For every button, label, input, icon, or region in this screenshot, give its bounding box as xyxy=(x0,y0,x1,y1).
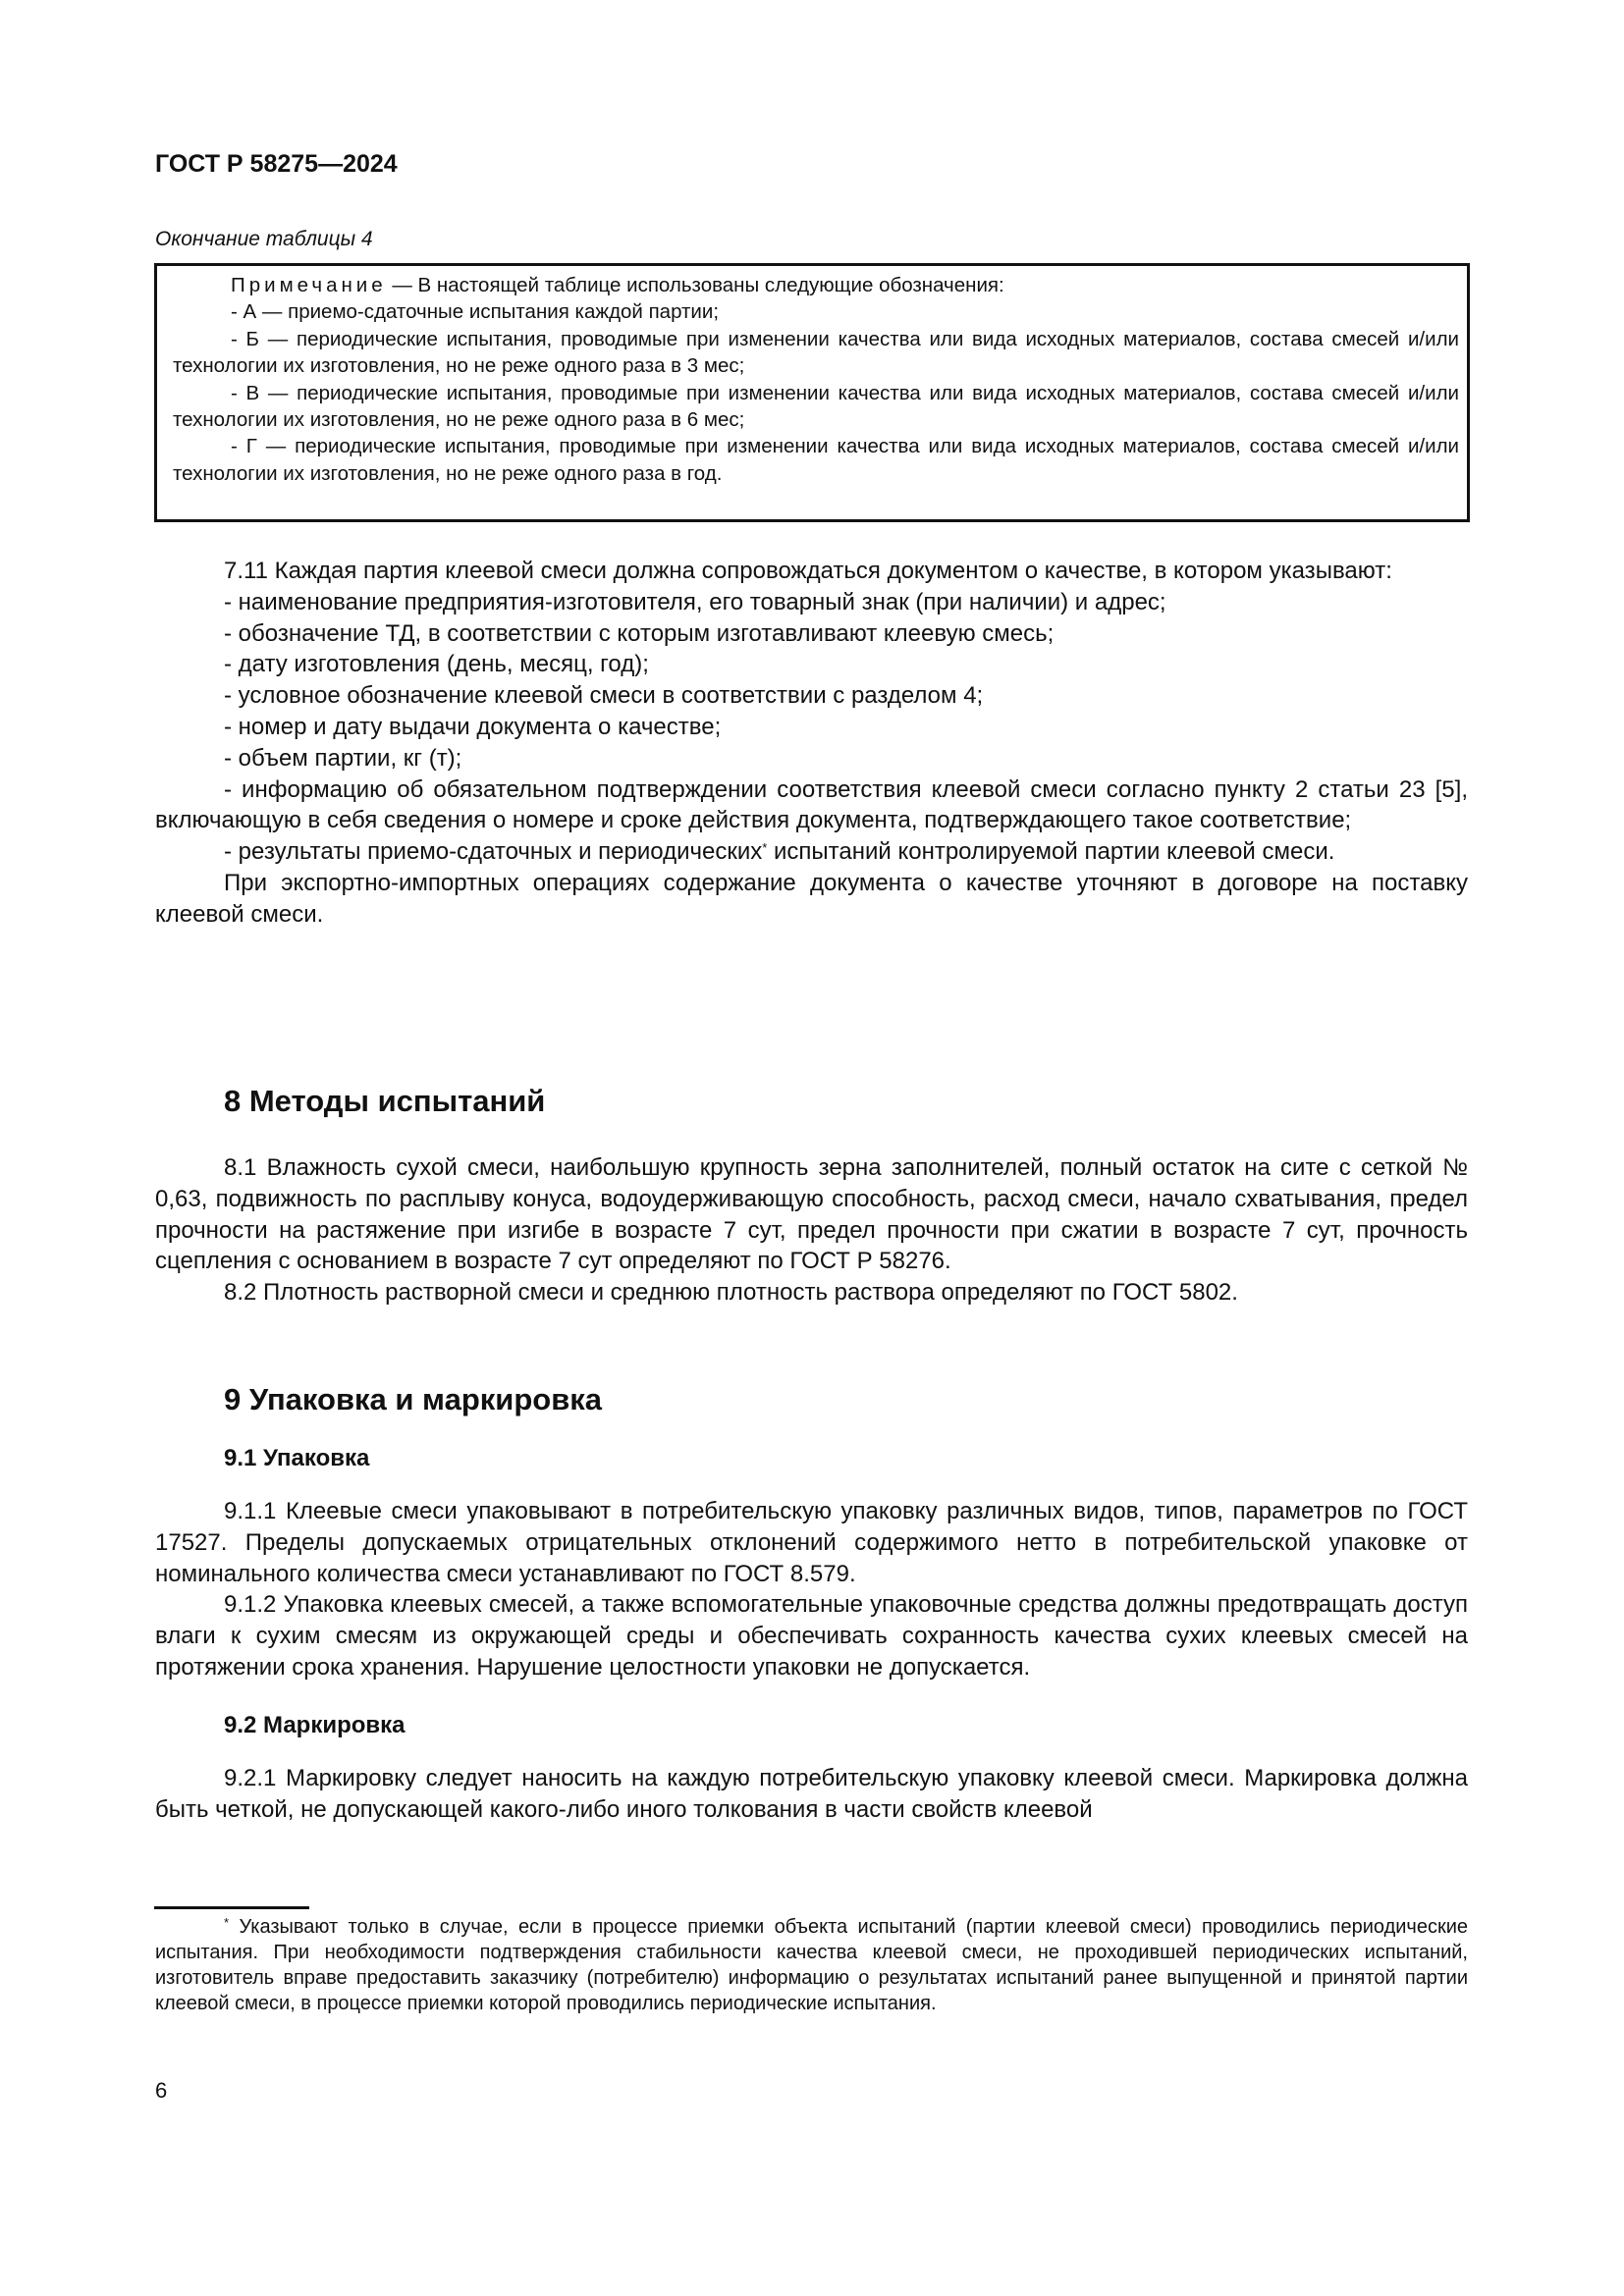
list-item-results xyxy=(155,836,1468,868)
list-item: - дату изготовления (день, месяц, год); xyxy=(224,651,649,678)
footnote-body: Указывают только в случае, если в процессе приемки объекта испытаний (партии клеевой смеси) проводились периодические испытания. При необходимости подтверждения стабильности качества клеевой смеси, не проходившей периодических испытаний, изготовитель вправе предоставить заказчику (потребителю) информацию о результатах испытаний ранее выпущенной и принятой партии клеевой смеси, в процессе приемки которой проводились периодические испытания. xyxy=(155,1916,1468,2014)
note-label: Примечание xyxy=(231,274,387,296)
footnote-marker: * xyxy=(224,1915,230,1930)
footnote xyxy=(155,1914,1468,2016)
results-text-b: испытаний контролируемой партии клеевой смеси. xyxy=(767,838,1335,866)
section-9-1-body xyxy=(155,1496,1468,1683)
section-9-heading: 9 Упаковка и маркировка xyxy=(224,1382,603,1416)
paragraph-8-2: 8.2 Плотность растворной смеси и среднюю плотность раствора определяют по ГОСТ 5802. xyxy=(224,1279,1238,1307)
paragraph-8-1: 8.1 Влажность сухой смеси, наибольшую крупность зерна заполнителей, полный остаток на сите с сеткой № 0,63, подвижность по расплыву конуса, водоудерживающую способность, расход смеси, начало схватывания, предел прочности на растяжение при изгибе в возрасте 7 сут, предел прочности при сжатии в возрасте 7 сут, прочность сцепления с основанием в возрасте 7 сут определяют по ГОСТ Р 58276. xyxy=(155,1154,1468,1275)
subsection-9-1-heading: 9.1 Упаковка xyxy=(224,1445,370,1471)
note-intro-text: — В настоящей таблице использованы следующие обозначения: xyxy=(386,274,1004,296)
list-item: - наименование предприятия-изготовителя, его товарный знак (при наличии) и адрес; xyxy=(224,588,1166,615)
list-item: - условное обозначение клеевой смеси в соответствии с разделом 4; xyxy=(224,682,984,710)
footnote-separator xyxy=(154,1906,309,1909)
table-continuation-caption: Окончание таблицы 4 xyxy=(155,228,373,250)
footnote-marker: * xyxy=(762,840,768,856)
document-code: ГОСТ Р 58275—2024 xyxy=(155,150,398,178)
section-9-2-body xyxy=(155,1763,1468,1826)
subsection-9-2-heading: 9.2 Маркировка xyxy=(224,1712,406,1738)
paragraph-9-1-1: 9.1.1 Клеевые смеси упаковывают в потребительскую упаковку различных видов, типов, параметров по ГОСТ 17527. Пределы допускаемых отрицательных отклонений содержимого нетто в потребительской упаковке от номинального количества смеси устанавливают по ГОСТ 8.579. xyxy=(155,1498,1468,1587)
paragraph-9-1-2: 9.1.2 Упаковка клеевых смесей, а также вспомогательные упаковочные средства должны предотвращать доступ влаги к сухим смесям из окружающей среды и обеспечивать сохранность качества сухих клеевых смесей на протяжении срока хранения. Нарушение целостности упаковки не допускается. xyxy=(155,1591,1468,1681)
note-item-v: - В — периодические испытания, проводимые при изменении качества или вида исходных материалов, состава смесей и/или технологии их изготовления, но не реже одного раза в 6 мес; xyxy=(173,381,1459,432)
results-text-a: - результаты приемо-сдаточных и периодических xyxy=(224,838,763,866)
section-7-11 xyxy=(155,556,1468,931)
footnote-text xyxy=(155,1914,1468,2016)
table-note-box xyxy=(154,263,1470,522)
list-item: - информацию об обязательном подтверждении соответствия клеевой смеси согласно пункту 2 статьи 23 [5], включающую в себя сведения о номере и сроке действия документа, подтверждающего такое соответствие; xyxy=(155,775,1468,834)
note-item-a: - А — приемо-сдаточные испытания каждой партии; xyxy=(231,300,720,324)
page-number: 6 xyxy=(155,2078,168,2103)
list-item: - обозначение ТД, в соответствии с которым изготавливают клеевую смесь; xyxy=(224,619,1055,647)
paragraph-7-11: 7.11 Каждая партия клеевой смеси должна сопровождаться документом о качестве, в котором указывают: xyxy=(224,558,1392,584)
list-item: - номер и дату выдачи документа о качестве; xyxy=(224,713,722,740)
section-8-body xyxy=(155,1152,1468,1308)
list-item: - объем партии, кг (т); xyxy=(224,744,462,772)
table-note xyxy=(173,272,1459,487)
section-8-heading: 8 Методы испытаний xyxy=(224,1084,546,1118)
note-item-b: - Б — периодические испытания, проводимые при изменении качества или вида исходных материалов, состава смесей и/или технологии их изготовления, но не реже одного раза в 3 мес; xyxy=(173,327,1459,378)
export-note: При экспортно-импортных операциях содержание документа о качестве уточняют в договоре на поставку клеевой смеси. xyxy=(155,869,1468,928)
paragraph-9-2-1: 9.2.1 Маркировку следует наносить на каждую потребительскую упаковку клеевой смеси. Маркировка должна быть четкой, не допускающей какого-либо иного толкования в части свойств клеевой xyxy=(155,1765,1468,1823)
note-intro xyxy=(173,272,1459,298)
note-item-g: - Г — периодические испытания, проводимые при изменении качества или вида исходных материалов, состава смесей и/или технологии их изготовления, но не реже одного раза в год. xyxy=(173,435,1459,485)
